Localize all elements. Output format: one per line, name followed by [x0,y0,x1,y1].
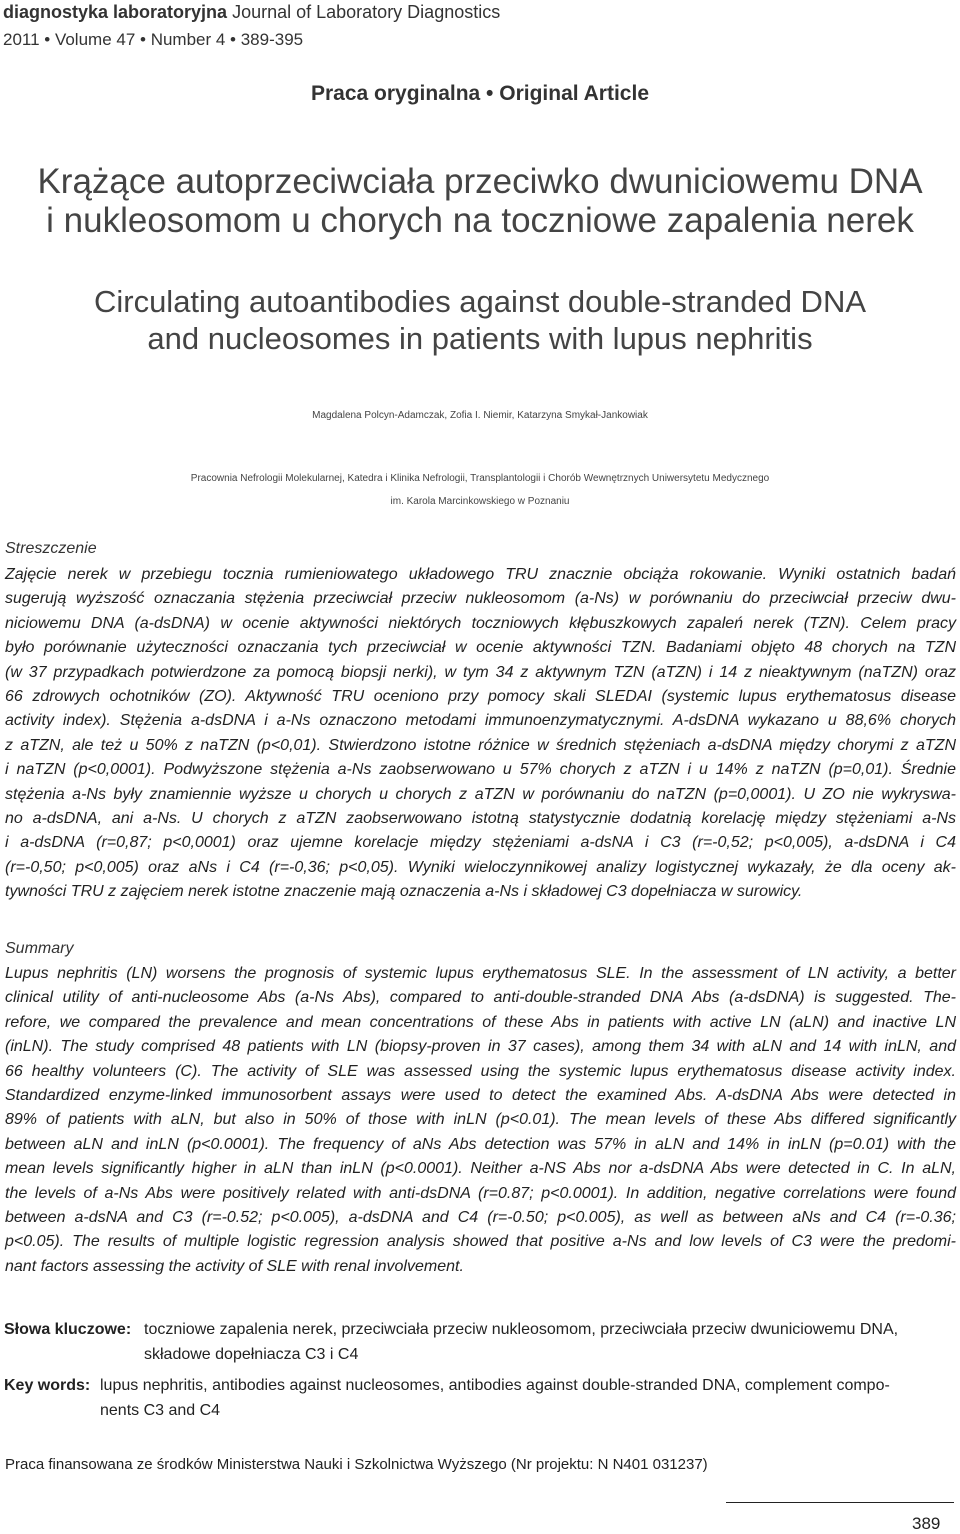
abstract-pl-line: (w 37 przypadkach potwierdzone za pomocą biopsji nerki), w tym 34 z aktywnym TZN (aTZN) i 14 z nieaktywnym (naTZN) oraz [5,663,956,681]
keywords-pl-line-2: składowe dopełniacza C3 i C4 [144,1346,359,1363]
abstract-en-heading: Summary [5,940,74,957]
article-type: Praca oryginalna • Original Article [310,82,650,105]
abstract-pl-line: z aTZN, ale też u 50% z naTZN (p<0,01). Stwierdzono istotne różnice w średnich stężeniach a-dsDNA między chorymi z aTZN [5,736,956,754]
keywords-en-label: Key words: [4,1377,91,1394]
abstract-en-line: (inLN). The study comprised 48 patients with LN (biopsy-proven in 37 cases), among them 34 with aLN and 14 with inLN, and [5,1038,956,1056]
title-en-line-1: Circulating autoantibodies against double-stranded DNA [93,284,867,319]
abstract-en-line: 89% of patients with aLN, but also in 50% of those with inLN (p<0.01). The mean levels of these Abs differed significantly [5,1111,956,1129]
abstract-en-line: 66 healthy volunteers (C). The activity of SLE was assessed using the systemic lupus erythematosus disease activity index. [5,1062,956,1080]
abstract-en-line: Lupus nephritis (LN) worsens the prognosis of systemic lupus erythematosus SLE. In the assessment of LN activity, a better [5,965,956,982]
abstract-en-line: between a-dsNA and C3 (r=-0.52; p<0.005), a-dsDNA and C4 (r=-0.50; p<0.005), as well as between aNs and C4 (r=-0.36; [5,1209,956,1227]
abstract-pl-line: niciowemu DNA (a-dsDNA) w ocenie aktywności niektórych toczniowych kłębuszkowych zapaleń nerek (TZN). Celem pracy [5,614,956,632]
abstract-pl-line: stężenia a-Ns były znamiennie wyższe u chorych u chorych z aTZN w porównaniu do naTZN (p=0,0001). U ZO nie wykryswa- [5,785,956,803]
keywords-pl-label: Słowa kluczowe: [4,1321,132,1338]
abstract-pl-line: i a-dsDNA (r=0,87; p<0,0001) oraz ujemne korelacje między stężeniami a-dsNA i C3 (r=-0,52; p<0,005), a-dsDNA i C4 [5,834,956,852]
abstract-en-line: nant factors assessing the activity of SLE with renal involvement. [5,1257,464,1275]
abstract-pl-line: sugerują wyższość oznaczania stężenia przeciwciał przeciw nukleosomom (a-Ns) w porównaniu do przeciwciał przeciw dwu- [5,590,956,608]
abstract-pl-line: (r=-0,50; p<0,005) oraz aNs i C4 (r=-0,36; p<0,05). Wyniki wieloczynnikowej analizy logistycznej wykazały, że dla oceny ak- [5,858,956,876]
abstract-pl-body [5,563,956,905]
abstract-en-line: clinical utility of anti-nucleosome Abs (a-Ns Abs), compared to anti-double-stranded DNA Abs (a-dsDNA) is suggested. The- [5,989,956,1007]
keywords-en-line-2: nents C3 and C4 [100,1402,221,1419]
abstract-pl-line: tywności TRU z zajęciem nerek istotne znaczenie mają oznaczenia a-Ns i składowej C3 dopełniacza w surowicy. [5,883,803,901]
abstract-pl-line: i naTZN (p<0,0001). Podwyższone stężenia a-Ns zaobserwowano u 57% chorych z aTZN i u 14% z naTZN (p=0,01). Średnie [5,761,956,779]
abstract-en-body [5,962,956,1279]
abstract-pl-line: activity index). Stężenia a-dsDNA i a-Ns oznaczono metodami immunoenzymatycznymi. A-dsDNA wykazano u 88,6% chorych [5,712,956,730]
volume-info: 2011 • Volume 47 • Number 4 • 389-395 [3,30,304,49]
funding-note: Praca finansowana ze środków Ministerstwa Nauki i Szkolnictwa Wyższego (Nr projektu: N N401 031237) [5,1456,708,1473]
affiliation-line-1: Pracownia Nefrologii Molekularnej, Katedra i Klinika Nefrologii, Transplantologii i Chorób Wewnętrznych Uniwersytetu Medycznego [190,473,770,484]
title-en-line-2: and nucleosomes in patients with lupus nephritis [147,321,813,356]
abstract-pl-line: Zajęcie nerek w przebiegu tocznia rumieniowatego układowego TRU znacznie obciąża rokowanie. Wyniki ostatnich badań [5,566,956,583]
abstract-pl-heading: Streszczenie [5,540,97,557]
keywords-en-line-1: lupus nephritis, antibodies against nucleosomes, antibodies against double-stranded DNA, complement compo- [100,1377,890,1394]
keywords-pl-line-1: toczniowe zapalenia nerek, przeciwciała przeciw nukleosomom, przeciwciała przeciw dwuniciowemu DNA, [144,1321,899,1338]
abstract-en-line: between aLN and inLN (p<0.0001). The frequency of aNs Abs detection was 57% in aLN and 14% in inLN (p=0.01) with the [5,1135,956,1153]
authors: Magdalena Polcyn-Adamczak, Zofia I. Niemir, Katarzyna Smykał-Jankowiak [312,410,648,421]
journal-header [3,0,500,24]
journal-name-en: Journal of Laboratory Diagnostics [232,2,501,22]
title-pl-line-1: Krążące autoprzeciwciała przeciwko dwuniciowemu DNA [37,162,923,201]
affiliation-line-2: im. Karola Marcinkowskiego w Poznaniu [390,496,570,507]
abstract-en-line: Standardized enzyme-linked immunosorbent assays were used to detect the examined Abs. A-dsDNA Abs were detected in [5,1087,956,1105]
abstract-en-line: p<0.05). The results of multiple logistic regression analysis showed that positive a-Ns and low levels of C3 were the predomi- [5,1233,956,1251]
abstract-pl-line: było porównanie użyteczności oznaczania tych przeciwciał w ocenie aktywności TZN. Badaniami objęto 48 chorych na TZN [5,639,956,657]
abstract-en-line: the levels of a-Ns Abs were positively related with anti-dsDNA (r=0.87; p<0.0001). In addition, negative correlations were found [5,1184,956,1202]
abstract-pl-line: no a-dsDNA, ani a-Ns. U chorych z aTZN zaobserwowano istotną statystycznie dodatnią korelację między stężeniami a-Ns [5,810,956,828]
title-pl-line-2: i nukleosomom u chorych na toczniowe zapalenia nerek [46,201,914,240]
abstract-pl-line: 66 zdrowych ochotników (ZO). Aktywność TRU oceniono przy pomocy skali SLEDAI (systemic lupus erythematosus disease [5,688,956,706]
abstract-en-line: refore, we compared the prevalence and mean concentrations of these Abs in patients with active LN (aLN) and inactive LN [5,1013,956,1031]
footer-divider [726,1502,954,1503]
abstract-en-line: mean levels significantly higher in aLN than inLN (p<0.0001). Neither a-NS Abs nor a-dsDNA Abs were detected in C. In aLN, [5,1160,956,1178]
page-number: 389 [912,1514,941,1533]
journal-name-pl: diagnostyka laboratoryjna [3,2,228,22]
